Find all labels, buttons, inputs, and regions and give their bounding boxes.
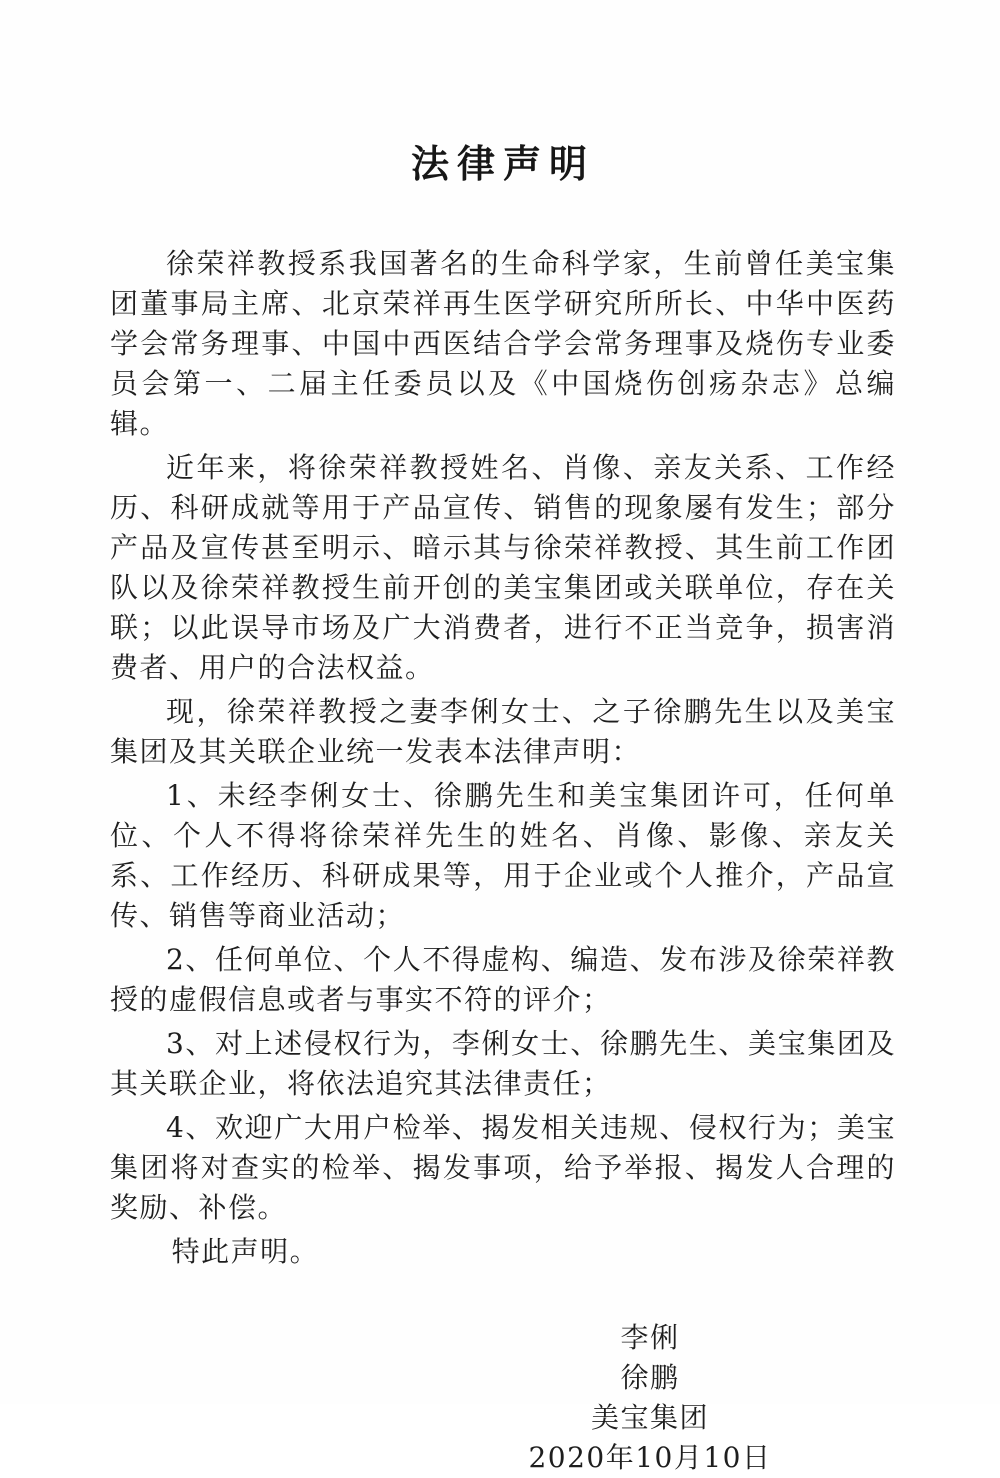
paragraph-item-1: 1、未经李俐女士、徐鹏先生和美宝集团许可，任何单位、个人不得将徐荣祥先生的姓名、肖像、影像、亲友关系、工作经历、科研成果等，用于企业或个人推介，产品宣传、销售等商业活动；	[110, 779, 896, 932]
document-title: 法律声明	[410, 141, 595, 186]
signature-name: 徐鹏	[620, 1361, 680, 1394]
paragraph-declaration-lead: 现，徐荣祥教授之妻李俐女士、之子徐鹏先生以及美宝集团及其关联企业统一发表本法律声明：	[110, 695, 896, 768]
paragraph-background: 近年来，将徐荣祥教授姓名、肖像、亲友关系、工作经历、科研成就等用于产品宣传、销售的现象屡有发生；部分产品及宣传甚至明示、暗示其与徐荣祥教授、其生前工作团队以及徐荣祥教授生前开创的美宝集团或关联单位，存在关联；以此误导市场及广大消费者，进行不正当竞争，损害消费者、用户的合法权益。	[110, 451, 896, 684]
paragraph-closing: 特此声明。	[171, 1235, 320, 1268]
signature-name: 李俐	[620, 1321, 680, 1354]
document-body	[110, 244, 896, 1272]
signature-date: 2020年10月10日	[528, 1441, 772, 1474]
signature-block	[500, 1318, 800, 1478]
signature-company: 美宝集团	[590, 1401, 709, 1434]
paragraph-item-3: 3、对上述侵权行为，李俐女士、徐鹏先生、美宝集团及其关联企业，将依法追究其法律责任；	[110, 1027, 896, 1100]
paragraph-item-4: 4、欢迎广大用户检举、揭发相关违规、侵权行为；美宝集团将对查实的检举、揭发事项，给予举报、揭发人合理的奖励、补偿。	[110, 1111, 896, 1224]
paragraph-intro: 徐荣祥教授系我国著名的生命科学家，生前曾任美宝集团董事局主席、北京荣祥再生医学研究所所长、中华中医药学会常务理事、中国中西医结合学会常务理事及烧伤专业委员会第一、二届主任委员以及《中国烧伤创疡杂志》总编辑。	[110, 247, 896, 440]
paragraph-item-2: 2、任何单位、个人不得虚构、编造、发布涉及徐荣祥教授的虚假信息或者与事实不符的评介；	[110, 943, 896, 1016]
